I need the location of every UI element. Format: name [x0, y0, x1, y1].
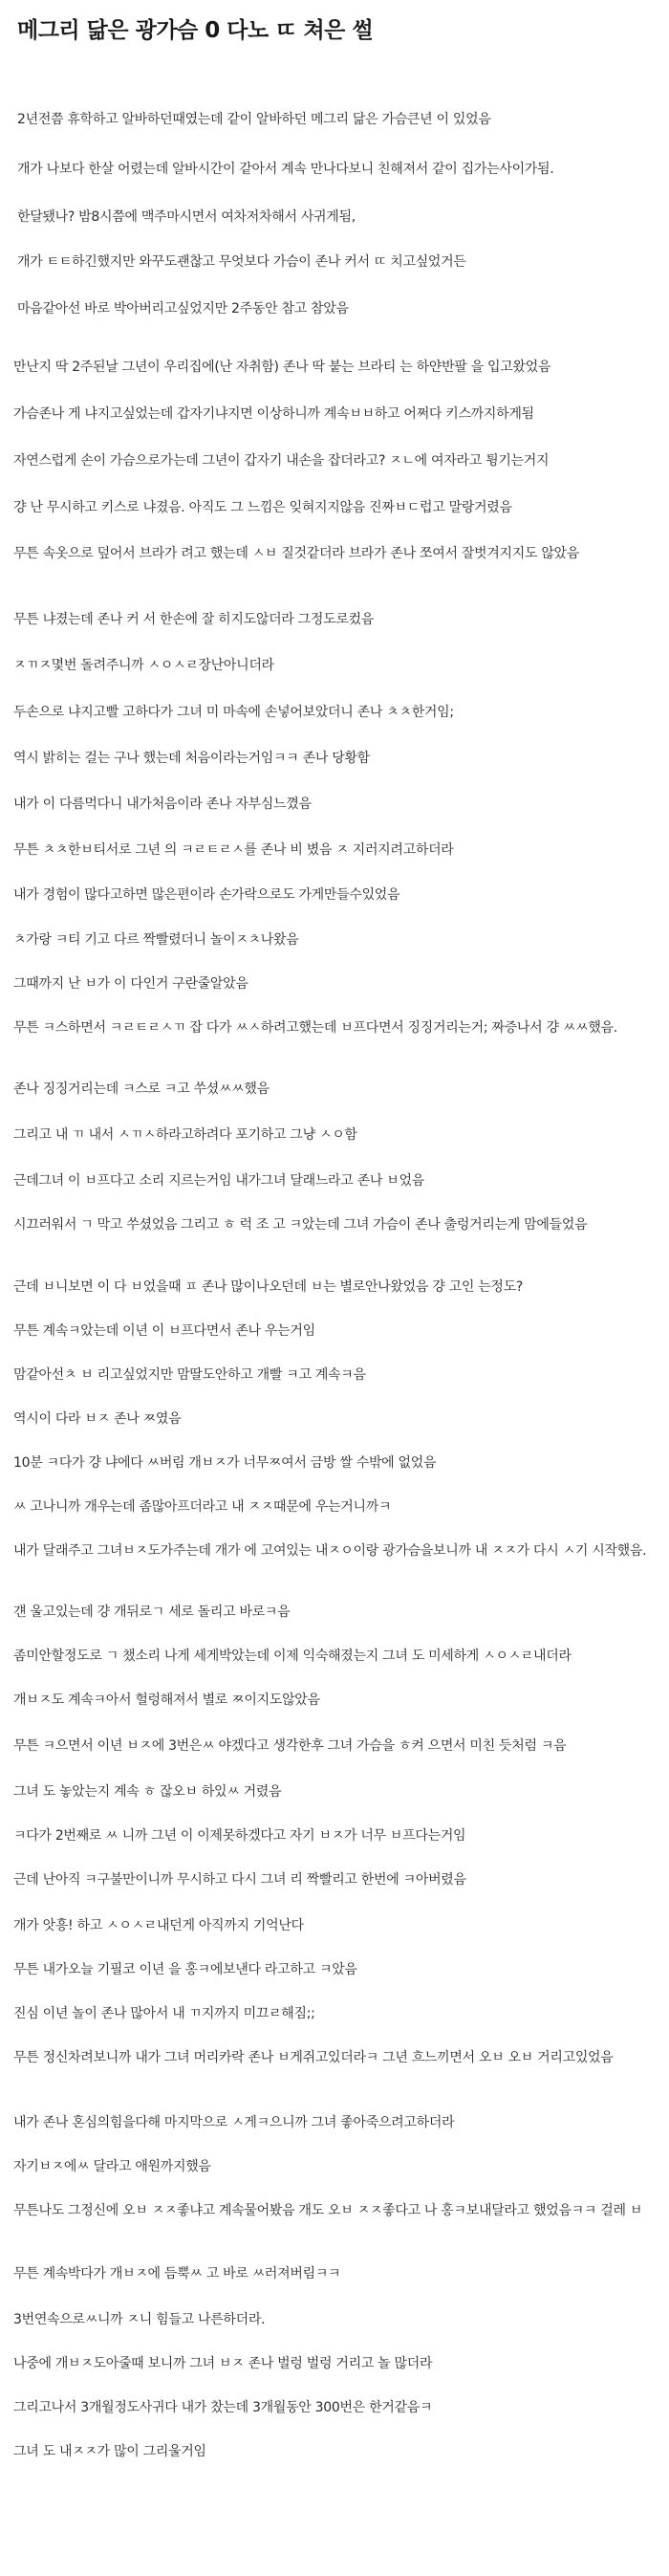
- intro-line: 한달됐나? 밤8시쯤에 맥주마시면서 여차저차해서 사귀게됨,: [17, 209, 356, 225]
- body-line: 무튼 내가오늘 기필코 이년 을 홍ㅋ에보낸다 라고하고 ㅋ았음: [13, 1962, 357, 1977]
- body-line: 내가 존나 혼심의힘을다해 마지막으로 ㅅ게ㅋ으니까 그녀 좋아죽으려고하더라: [13, 2115, 455, 2130]
- body-line: 걍 난 무시하고 키스로 냐졌음. 아직도 그 느낌은 잊혀지지않음 진짜ㅂㄷ럽고 말랑거렸음: [13, 500, 512, 515]
- body-line: 존나 징징거리는데 ㅋ스로 ㅋ고 쑤셨ㅆㅆ했음: [13, 1081, 270, 1097]
- body-line: 역시 밝히는 걸는 구나 했는데 처음이라는거임ㅋㅋ 존나 당황함: [13, 751, 370, 766]
- body-line: 무튼 ㅊㅊ한ㅂ티서로 그년 의 ㅋㄹㅌㄹㅅ를 존나 비 볐음 ㅈ 지러지려고하더라: [13, 842, 454, 858]
- intro-line: 개가 나보다 한살 어렸는데 알바시간이 같아서 계속 만나다보니 친해져서 같이 집가는사이가됨.: [17, 162, 554, 177]
- body-line: 무튼 계속박다가 개ㅂㅈ에 듬뿍ㅆ 고 바로 ㅆ러져버림ㅋㅋ: [13, 2266, 341, 2281]
- body-line: 무튼나도 그정신에 오ㅂ ㅈㅈ좋냐고 계속물어봤음 개도 오ㅂ ㅈㅈ좋다고 나 홍ㅋ보내달라고 했었음ㅋㅋ 걸레 ㅂ: [13, 2203, 643, 2218]
- body-line: 내가 경험이 많다고하면 많은편이라 손가락으로도 가게만들수있었음: [13, 887, 400, 903]
- body-line: 3번연속으로ㅆ니까 ㅈ니 힘들고 나른하더라.: [13, 2312, 266, 2327]
- post-title: 메그리 닮은 광가슴 0 다노 ㄸ 쳐은 썰: [17, 18, 374, 43]
- body-line: 근데그녀 이 ㅂ프다고 소리 지르는거임 내가그녀 달래느라고 존나 ㅂ었음: [13, 1173, 424, 1189]
- body-line: 무튼 냐졌는데 존나 커 서 한손에 잘 히지도않더라 그정도로컸음: [13, 612, 375, 627]
- body-line: 무튼 속옷으로 덮어서 브라가 려고 했는데 ㅅㅂ 질것같더라 브라가 존나 쪼여서 잘벗겨지지도 않았음: [13, 546, 579, 561]
- intro-line: 2년전쯤 휴학하고 알바하던때였는데 같이 알바하던 메그리 닮은 가슴큰년 이 있었음: [17, 112, 491, 127]
- body-line: 무튼 ㅋ으면서 이년 ㅂㅈ에 3번은ㅆ 야겠다고 생각한후 그녀 가슴을 ㅎ켜 으면서 미친 듯처럼 ㅋ음: [13, 1738, 567, 1754]
- body-line: 역시이 다라 ㅂㅈ 존나 ㅉ였음: [13, 1411, 182, 1427]
- body-line: 그녀 도 내ㅈㅈ가 많이 그리울거임: [13, 2444, 206, 2459]
- body-line: 진심 이년 놀이 존나 많아서 내 ㄲ지까지 미끄ㄹ해짐;;: [13, 2006, 315, 2021]
- body-line: 개가 앗흥! 하고 ㅅㅇㅅㄹ내던게 아직까지 기억난다: [13, 1918, 304, 1933]
- body-line: 나중에 개ㅂㅈ도아줄때 보니까 그녀 ㅂㅈ 존나 벌렁 벌렁 거리고 놀 많더라: [13, 2356, 433, 2371]
- body-line: 그녀 도 놓았는지 계속 ㅎ 잖오ㅂ 하있ㅆ 거렸음: [13, 1784, 282, 1800]
- body-line: 10분 ㅋ다가 걍 냐에다 ㅆ버림 개ㅂㅈ가 너무ㅉ여서 금방 쌀 수밖에 없었음: [13, 1455, 437, 1471]
- body-line: 자연스럽게 손이 가슴으로가는데 그년이 갑자기 내손을 잡더라고? ㅈㄴ에 여자라고 튕기는거지: [13, 453, 550, 469]
- body-line: 내가 이 다름먹다니 내가처음이라 존나 자부심느꼈음: [13, 797, 312, 812]
- body-line: 만난지 딱 2주된날 그년이 우리집에(난 자취함) 존나 딱 붙는 브라티 는 하얀반팔 을 입고왔었음: [13, 360, 551, 375]
- body-line: 내가 달래주고 그녀ㅂㅈ도가주는데 개가 에 고여있는 내ㅈㅇ이랑 광가슴을보니까 내 ㅈㅈ가 다시 ㅅ기 시작했음.: [13, 1543, 647, 1559]
- body-line: ㅆ 고나니까 개우는데 좀많아프더라고 내 ㅈㅈ때문에 우는거니까ㅋ: [13, 1499, 392, 1515]
- body-line: 가슴존나 게 냐지고싶었는데 갑자기냐지면 이상하니까 계속ㅂㅂ하고 어쩌다 키스까지하게됨: [13, 406, 534, 422]
- intro-line: 마음같아선 바로 박아버리고싶었지만 2주동안 참고 참았음: [17, 301, 349, 317]
- body-line: 좀미안할정도로 ㄱ 챘소리 나게 세게박았는데 이제 익숙해졌는지 그녀 도 미세하게 ㅅㅇㅅㄹ내더라: [13, 1648, 572, 1664]
- body-line: 무튼 ㅋ스하면서 ㅋㄹㅌㄹㅅㄲ 잡 다가 ㅆㅅ하려고했는데 ㅂ프다면서 징징거리는거; 짜증나서 걍 ㅆㅆ했음.: [13, 1020, 617, 1036]
- body-line: 개ㅂㅈ도 계속ㅋ아서 헐렁해져서 별로 ㅉ이지도않았음: [13, 1692, 320, 1708]
- body-line: 근데 ㅂ니보면 이 다 ㅂ었을때 ㅍ 존나 많이나오던데 ㅂ는 별로안나왔었음 걍 고인 는정도?: [13, 1279, 523, 1295]
- body-line: 걘 울고있는데 걍 개뒤로ㄱ 세로 돌리고 바로ㅋ음: [13, 1605, 291, 1620]
- body-line: 그리고 내 ㄲ 내서 ㅅㄲㅅ하라고하려다 포기하고 그냥 ㅅㅇ함: [13, 1127, 357, 1143]
- body-line: 맘같아선ㅊ ㅂ 리고싶었지만 맘딸도안하고 개빨 ㅋ고 계속ㅋ음: [13, 1367, 366, 1383]
- body-line: 시끄러워서 ㄱ 막고 쑤셨었음 그리고 ㅎ 럭 조 고 ㅋ았는데 그녀 가슴이 존나 출렁거리는게 맘에들었음: [13, 1217, 588, 1233]
- body-line: ㅊ가랑 ㅋ티 기고 다르 짝빨렸더니 놀이ㅈㅊ나왔음: [13, 932, 299, 948]
- intro-line: 개가 ㅌㅌ하긴했지만 와꾸도괜찮고 무엇보다 가슴이 존나 커서 ㄸ 치고싶었거든: [17, 254, 466, 270]
- body-line: 근데 난아직 ㅋ구불만이니까 무시하고 다시 그녀 리 짝빨리고 한번에 ㅋ아버렸음: [13, 1872, 466, 1888]
- body-line: 두손으로 냐지고빨 고하다가 그녀 미 마속에 손넣어보았더니 존나 ㅊㅊ한거임;: [13, 705, 454, 720]
- body-line: ㅈㄲㅈ몇번 돌려주니까 ㅅㅇㅅㄹ장난아니더라: [13, 658, 274, 673]
- body-line: 그리고나서 3개월정도사귀다 내가 찼는데 3개월동안 300번은 한거같음ㅋ: [13, 2400, 433, 2415]
- body-line: 그때까지 난 ㅂ가 이 다인거 구란줄알았음: [13, 976, 248, 992]
- body-line: 자기ㅂㅈ에ㅆ 달라고 애원까지했음: [13, 2159, 211, 2174]
- body-line: 무튼 계속ㅋ았는데 이년 이 ㅂ프다면서 존나 우는거임: [13, 1323, 315, 1339]
- body-line: ㅋ다가 2번째로 ㅆ 니까 그년 이 이제못하겠다고 자기 ㅂㅈ가 너무 ㅂ프다는거임: [13, 1828, 466, 1844]
- body-line: 무튼 정신차려보니까 내가 그녀 머리카락 존나 ㅂ게쥐고있더라ㅋ 그년 흐느끼면서 오ㅂ 오ㅂ 거리고있었음: [13, 2050, 614, 2065]
